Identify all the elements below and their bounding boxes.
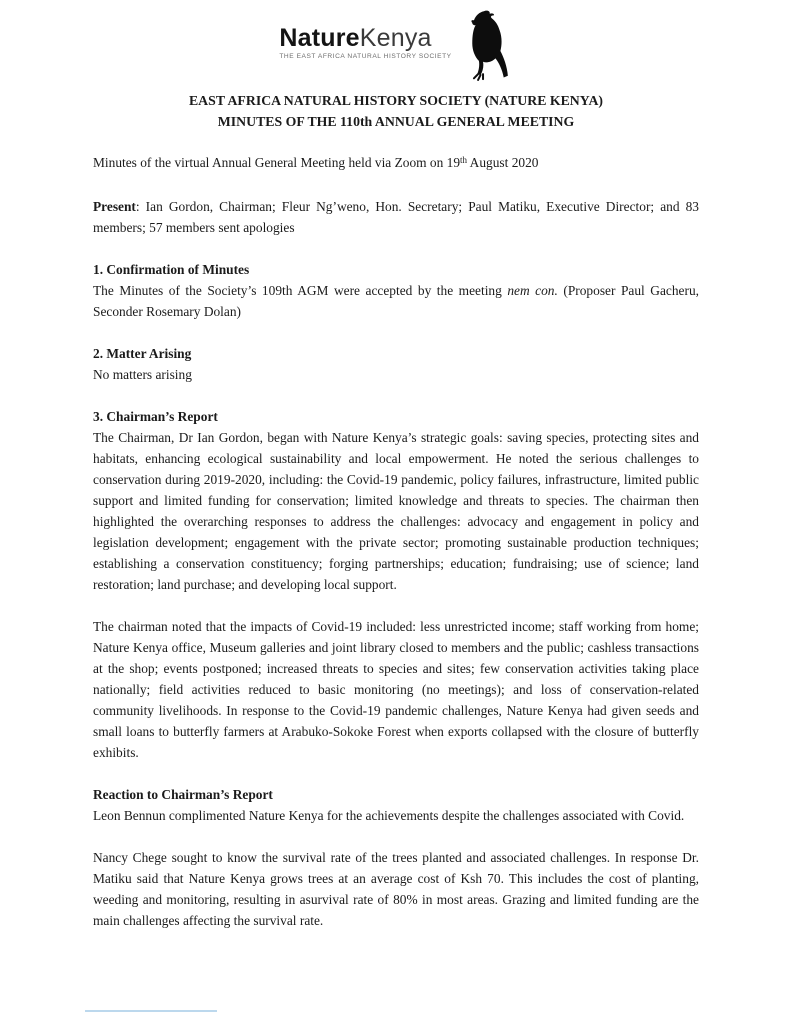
document-body xyxy=(93,90,699,931)
date-line-post: August 2020 xyxy=(467,155,539,170)
section-body-confirmation xyxy=(93,280,699,322)
date-ordinal-superscript: th xyxy=(460,154,468,165)
reaction-paragraph-1: Leon Bennun complimented Nature Kenya for the achievements despite the challenges associated with Covid. xyxy=(93,808,685,823)
confirmation-body-post: (Proposer Paul Gacheru, Seconder Rosemary Dolan) xyxy=(93,283,699,319)
section-body-matters: No matters arising xyxy=(93,367,192,382)
section-confirmation-of-minutes xyxy=(93,259,699,322)
section-matters-arising xyxy=(93,343,699,385)
logo xyxy=(0,0,791,88)
footer-accent-line xyxy=(85,1010,217,1012)
confirmation-nem-con: nem con. xyxy=(507,283,558,298)
section-heading-matters: 2. Matter Arising xyxy=(93,346,192,361)
attendance-paragraph xyxy=(93,196,699,238)
logo-tagline: THE EAST AFRICA NATURAL HISTORY SOCIETY xyxy=(279,53,452,60)
chairmans-report-paragraph-1: The Chairman, Dr Ian Gordon, began with Nature Kenya’s strategic goals: saving species, protecting sites and habitats, enhancing ecological sustainability and local empowerment. He noted the serious challenges to conservation during 2019-2020, including: the Covid-19 pandemic, policy failures, infrastructure, limited public support and limited funding for conservation; limited knowledge and threats to species. The chairman then highlighted the overarching responses to address the challenges: advocacy and engagement in policy and legislation development; engagement with the private sector; promoting sustainable production techniques; establishing a conservation constituency; forging partnerships; education; fundraising; use of science; land restoration; land purchase; and developing local support. xyxy=(93,430,699,592)
document-title-line2: MINUTES OF THE 110th ANNUAL GENERAL MEETING xyxy=(217,114,575,129)
bird-logo-icon xyxy=(464,10,512,87)
section-reaction xyxy=(93,784,699,931)
present-text: : Ian Gordon, Chairman; Fleur Ng’weno, Hon. Secretary; Paul Matiku, Executive Director; and 83 members; 57 members sent apologies xyxy=(93,199,699,235)
meeting-date-line xyxy=(93,152,699,175)
document-title-line1: EAST AFRICA NATURAL HISTORY SOCIETY (NATURE KENYA) xyxy=(188,93,604,108)
date-line-pre: Minutes of the virtual Annual General Meeting held via Zoom on 19 xyxy=(93,155,461,170)
chairmans-report-paragraph-2: The chairman noted that the impacts of Covid-19 included: less unrestricted income; staff working from home; Nature Kenya office, Museum galleries and joint library closed to members and the public; cashless transactions at the shop; events postponed; increased threats to species and sites; few conservation activities taking place nationally; field activities reduced to basic monitoring (no meetings); and loss of conservation-related community livelihoods. In response to the Covid-19 pandemic challenges, Nature Kenya had given seeds and small loans to butterfly farmers at Arabuko-Sokoke Forest when exports collapsed with the closure of butterfly exhibits. xyxy=(93,619,699,760)
reaction-paragraph-2: Nancy Chege sought to know the survival rate of the trees planted and associated challenges. In response Dr. Matiku said that Nature Kenya grows trees at an average cost of Ksh 70. This includes the cost of planting, weeding and monitoring, resulting in asurvival rate of 80% in most areas. Grazing and limited funding are the main challenges affecting the survival rate. xyxy=(93,850,699,928)
logo-brand-primary: Nature xyxy=(279,24,360,52)
present-label: Present xyxy=(93,199,136,214)
section-chairmans-report xyxy=(93,406,699,763)
confirmation-body-pre: The Minutes of the Society’s 109th AGM were accepted by the meeting xyxy=(93,283,508,298)
nature-kenya-logo-text xyxy=(279,26,451,51)
paragraph-spacer xyxy=(93,595,699,616)
logo-text-block xyxy=(279,26,451,60)
section-heading-confirmation: 1. Confirmation of Minutes xyxy=(93,262,250,277)
section-heading-reaction: Reaction to Chairman’s Report xyxy=(93,787,273,802)
section-heading-chairmans-report: 3. Chairman’s Report xyxy=(93,409,218,424)
paragraph-spacer xyxy=(93,826,699,847)
logo-brand-secondary: Kenya xyxy=(359,24,432,52)
